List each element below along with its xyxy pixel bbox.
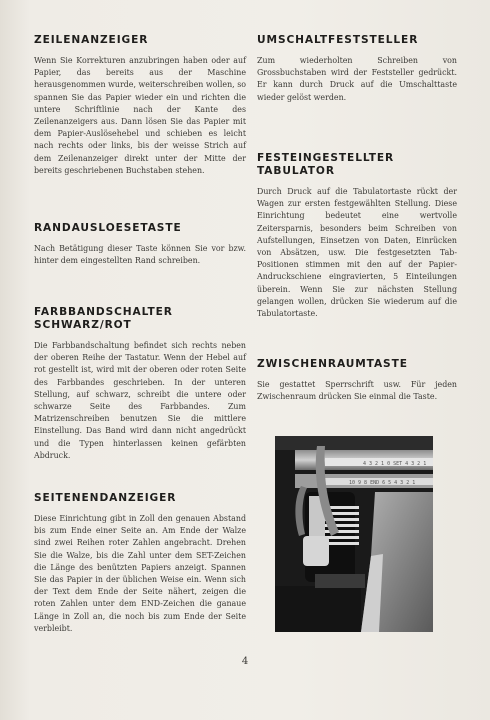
section-body: Sie gestattet Sperrschrift usw. Für jeden Zwischenraum drücken Sie einmal die Taste.: [257, 380, 457, 402]
section-body: Zum wiederholten Schreiben von Grossbuchstaben wird der Feststeller gedrückt. Er kann durch Druck auf die Umschalttaste wieder gelöst werden.: [257, 56, 457, 102]
typewriter-photo: [275, 436, 433, 632]
section-heading: SEITENENDANZEIGER: [34, 492, 177, 504]
section-body: Durch Druck auf die Tabulatortaste rückt der Wagen zur ersten festgewählten Stellung. Diese Einrichtung bedeutet eine wertvolle Zeitersparnis, besonders beim Schreiben von Aufstellungen, Einsetzen von Daten, Einrücken von Absätzen, usw. Die festgesetzten Tab-Positionen stimmen mit den auf der Papier-Andruckschiene eingravierten, 5 Einteilungen überein. Wenn Sie zur nächsten Stellung gelangen wollen, drücken Sie wiederum auf die Tabulatortaste.: [257, 187, 457, 319]
svg-text:10 9 8 END 6 5 4 3 2 1: 10 9 8 END 6 5 4 3 2 1: [349, 480, 416, 486]
section-festeingestellter-tabulator: [257, 152, 457, 320]
section-heading: FARBBANDSCHALTER SCHWARZ/ROT: [34, 306, 173, 331]
section-heading: RANDAUSLOESETASTE: [34, 222, 182, 234]
section-zeilenanzeiger: [34, 34, 246, 177]
section-randausloesetaste: [34, 222, 246, 267]
section-body: Die Farbbandschaltung befindet sich rechts neben der oberen Reihe der Tastatur. Wenn der Hebel auf rot gestellt ist, wird mit der oberen oder roten Seite des Farbbandes geschrieben. In der unteren Stellung, auf schwarz, schreibt die untere oder schwarze Seite des Farbbandes. Zum Matrizenschreiben benutzen Sie die mittlere Einstellung. Das Band wird dann nicht angedrückt und die Typen hinterlassen keinen gefärbten Abdruck.: [34, 341, 246, 460]
svg-text:4 3 2 1 0 SET 4 3 2 1: 4 3 2 1 0 SET 4 3 2 1: [363, 461, 427, 467]
section-umschaltfeststeller: [257, 34, 457, 104]
section-body: Diese Einrichtung gibt in Zoll den genauen Abstand bis zum Ende einer Seite an. Am Ende der Walze sind zwei Reihen roter Zahlen angebracht. Drehen Sie die Walze, bis die Zahl unter dem SET-Zeichen die Länge des benützten Papiers anzeigt. Spannen Sie das Papier in der üblichen Weise ein. Wenn sich der Text dem Ende der Seite nähert, zeigen die roten Zahlen unter dem END-Zeichen die ganaue Länge in Zoll an, die noch bis zum Ende der Seite verbleibt.: [34, 514, 246, 633]
section-zwischenraumtaste: [257, 358, 457, 403]
section-body: Wenn Sie Korrekturen anzubringen haben oder auf Papier, das bereits aus der Maschine herausgenommen wurde, weiterschreiben wollen, so spannen Sie das Papier wieder ein und richten die untere Schriftlinie nach der Kante des Zeilenanzeigers aus. Dann lösen Sie das Papier mit dem Papier-Auslösehebel und schieben es leicht nach rechts oder links, bis der weisse Strich auf dem Zeilenanzeiger direkt unter der Mitte der bereits geschriebenen Buchstaben stehen.: [34, 56, 246, 175]
section-heading: ZEILENANZEIGER: [34, 34, 149, 46]
section-heading: ZWISCHENRAUMTASTE: [257, 358, 408, 370]
section-heading: UMSCHALTFESTSTELLER: [257, 34, 419, 46]
typewriter-illustration: [275, 436, 433, 632]
page-number: 4: [241, 656, 249, 667]
section-farbbandschalter: [34, 306, 246, 462]
section-seitenendanzeiger: [34, 492, 246, 635]
section-body: Nach Betätigung dieser Taste können Sie vor bzw. hinter dem eingestellten Rand schreiben.: [34, 244, 246, 266]
section-heading: FESTEINGESTELLTER TABULATOR: [257, 152, 395, 177]
